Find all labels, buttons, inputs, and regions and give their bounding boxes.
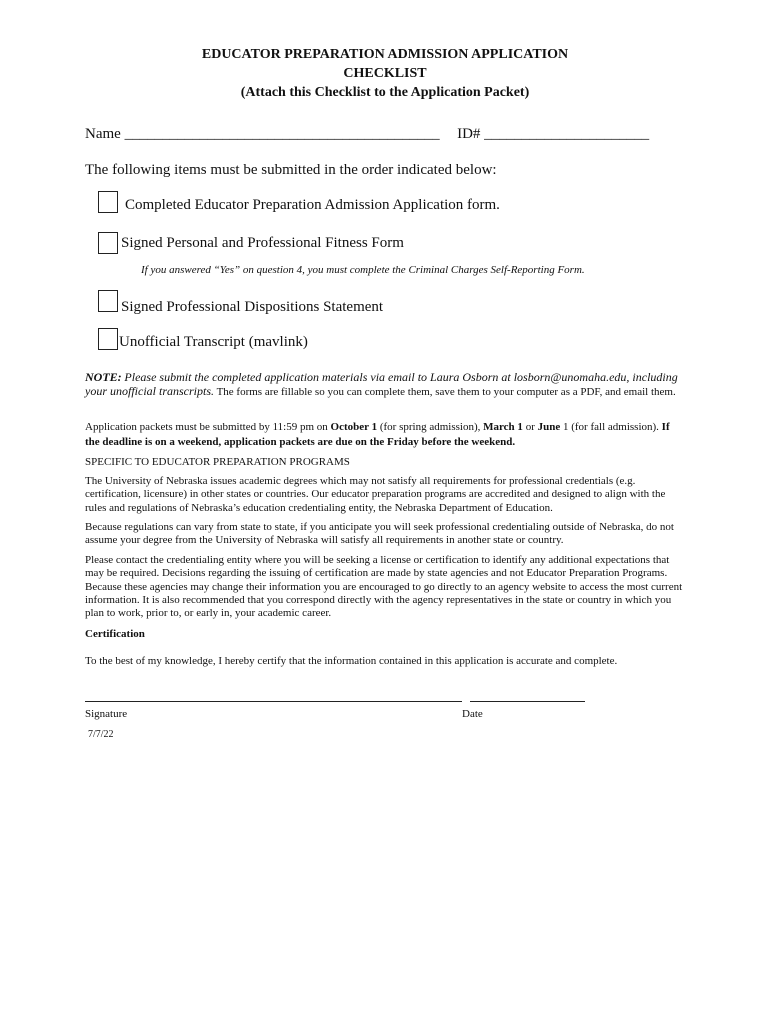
date-line[interactable] <box>470 701 585 702</box>
certification-text: To the best of my knowledge, I hereby certify that the information contained in this application is accurate and complete. <box>85 655 618 667</box>
name-label: Name <box>85 126 121 142</box>
checklist-item-dispositions-statement: Signed Professional Dispositions Statement <box>121 299 384 315</box>
checkbox-application-form[interactable] <box>98 191 118 213</box>
title-line-3: (Attach this Checklist to the Application Packet) <box>240 85 530 100</box>
fitness-form-subnote: If you answered “Yes” on question 4, you must complete the Criminal Charges Self-Reporting Form. <box>141 264 585 276</box>
deadline-text-1: Application packets must be submitted by 11:59 pm on <box>85 421 328 433</box>
deadline-june: June <box>537 421 561 433</box>
paragraph-contact-entity: Please contact the credentialing entity where you will be seeking a license or certification to identify any additional expectations that may be required. Decisions regarding the issuing of certification are made by state agencies and not Educator Preparation Programs. Because these agencies may change their information you are encouraged to go directly to an agency website to access the most current information. It is also recommended that you correspond directly with the agency representatives in the state or country in which you plan to work, prior to, or early in, your academic career. <box>85 554 683 620</box>
deadline-or: or <box>525 421 535 433</box>
deadline-text-3: 1 (for fall admission). <box>562 421 659 433</box>
note-paragraph <box>85 371 685 400</box>
certification-heading: Certification <box>85 628 145 640</box>
footer-date: 7/7/22 <box>88 729 114 740</box>
name-id-row <box>85 126 649 143</box>
signature-line[interactable] <box>85 701 462 702</box>
note-rest-text: The forms are fillable so you can complete them, save them to your computer as a PDF, and email them. <box>216 386 676 399</box>
paragraph-university-degrees: The University of Nebraska issues academic degrees which may not satisfy all requirements for professional credentials (e.g. certification, licensure) in other states or countries. Our educator preparation programs are accredited and designed to align with the rules and regulations of Nebraska’s education credentialing entity, the Nebraska Department of Education. <box>85 475 666 514</box>
deadline-text-2: (for spring admission), <box>379 421 481 433</box>
note-prefix: NOTE: <box>85 370 122 384</box>
section-heading-specific: SPECIFIC TO EDUCATOR PREPARATION PROGRAMS <box>85 456 350 468</box>
title-line-2: CHECKLIST <box>343 66 427 81</box>
title-line-1: EDUCATOR PREPARATION ADMISSION APPLICATION <box>201 47 569 62</box>
intro-text: The following items must be submitted in the order indicated below: <box>85 162 497 178</box>
checklist-item-fitness-form: Signed Personal and Professional Fitness Form <box>121 235 404 251</box>
signature-label: Signature <box>85 708 128 720</box>
checkbox-dispositions-statement[interactable] <box>98 290 118 312</box>
id-field[interactable]: ______________________ <box>484 126 650 142</box>
checklist-item-application-form: Completed Educator Preparation Admission Application form. <box>125 197 500 213</box>
deadline-paragraph <box>85 420 677 450</box>
note-italic-text: Please submit the completed application materials via email to Laura Osborn at losborn@unomaha.edu, including your unofficial transcripts. <box>85 370 678 399</box>
deadline-october: October 1 <box>330 421 378 433</box>
deadline-march: March 1 <box>483 421 523 433</box>
paragraph-regulations: Because regulations can vary from state to state, if you anticipate you will seek professional credentialing outside of Nebraska, do not assume your degree from the University of Nebraska will satisfy all requirements in another state or country. <box>85 521 674 547</box>
checkbox-fitness-form[interactable] <box>98 232 118 254</box>
id-label: ID# <box>457 126 481 142</box>
checklist-item-unofficial-transcript: Unofficial Transcript (mavlink) <box>119 334 308 350</box>
name-field[interactable]: __________________________________________ <box>124 126 440 142</box>
checkbox-unofficial-transcript[interactable] <box>98 328 118 350</box>
date-label: Date <box>462 708 483 720</box>
deadline-weekend-note: If the deadline is on a weekend, application packets are due on the Friday before the weekend. <box>85 421 670 448</box>
